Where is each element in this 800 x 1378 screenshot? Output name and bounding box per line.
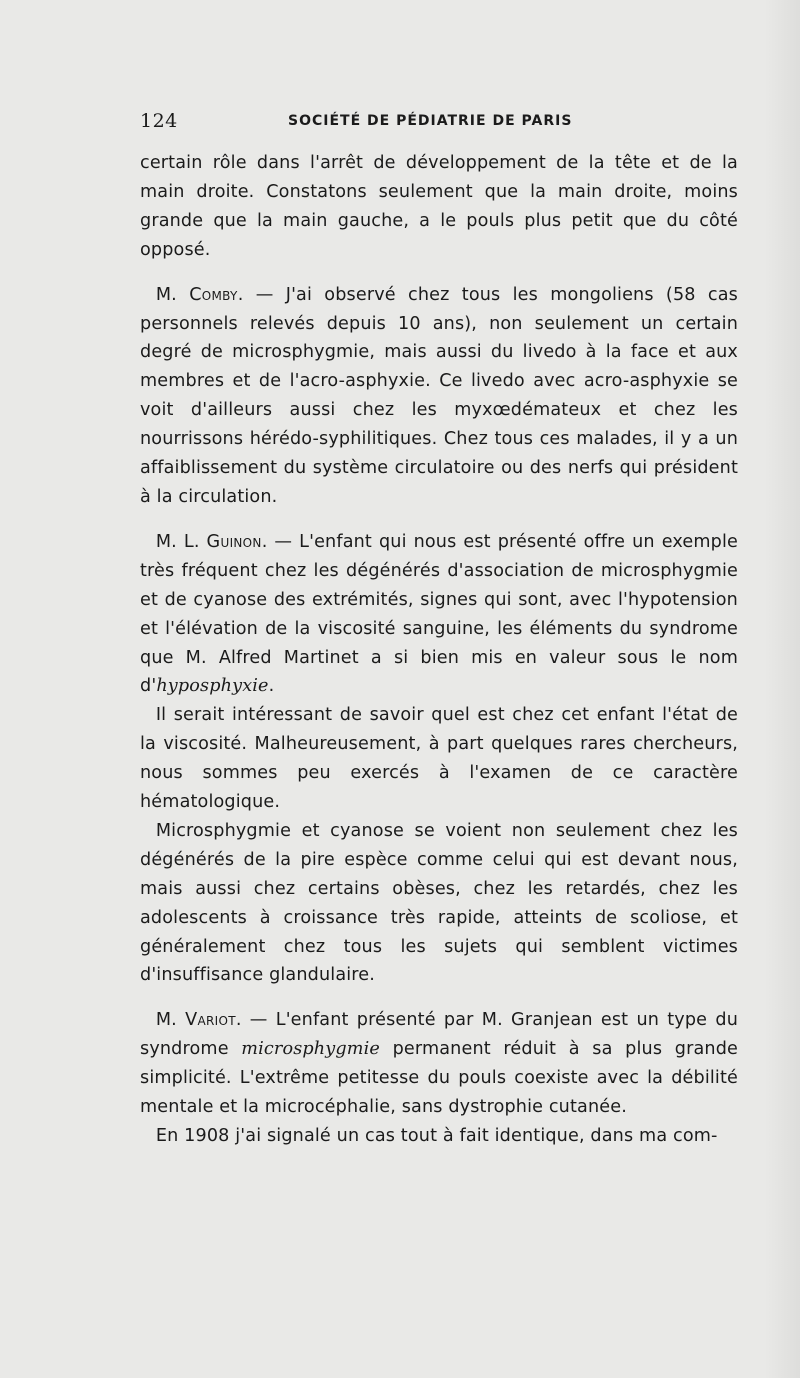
term-prefix: d' [140, 676, 157, 697]
running-title: SOCIÉTÉ DE PÉDIATRIE DE PARIS [288, 113, 573, 129]
paragraph-variot [140, 1006, 738, 1122]
paragraph-continuation [140, 149, 738, 265]
paragraph-viscosite [140, 701, 738, 817]
paragraph-text-end: . [268, 676, 275, 697]
paragraph-guinon [140, 528, 738, 701]
page-number: 124 [140, 110, 178, 132]
paragraph-text: . — L'enfant qui nous est présenté offre un exemple très fréquent chez les dégénérés d'association de microsphygmie et de cyanose des extrémités, signes qui sont, avec l'hypotension et l'élévation de la viscosité sanguine, les éléments du syndrome que M. Alfred Martinet a si bien mis en valeur sous le nom [140, 531, 738, 668]
speaker-prefix: M. L. [155, 531, 207, 552]
paragraph-microsphygmie [140, 817, 738, 990]
page-header [140, 110, 738, 140]
paragraph-comby [140, 281, 738, 512]
speaker-name: Variot [185, 1010, 236, 1031]
paragraph-text: En 1908 j'ai signalé un cas tout à fait identique, dans ma com- [155, 1126, 718, 1146]
paragraph-1908 [140, 1122, 738, 1151]
paragraph-text: Il serait intéressant de savoir quel est chez cet enfant l'état de la viscosité. Malheureusement, à part quelques rares chercheurs, nous sommes peu exercés à l'examen de ce caractère hématologique. [140, 705, 738, 813]
speaker-prefix: M. [155, 1010, 186, 1031]
page-edge-shadow [764, 0, 800, 1378]
italic-term: microsphygmie [241, 1039, 380, 1060]
paragraph-text: permanent réduit à sa plus grande simplicité. L'extrême petitesse du pouls coexiste avec la débilité mentale et la microcéphalie, sans dystrophie cutanée. [140, 1039, 738, 1118]
italic-term: hyposphyxie [156, 676, 269, 697]
paragraph-text: . — J'ai observé chez tous les mongoliens (58 cas personnels relevés depuis 10 ans), non seulement un certain degré de microsphygmie, mais aussi du livedo à la face et aux membres et de l'acro-asphyxie. Ce livedo avec acro-asphyxie se voit d'ailleurs aussi chez les myxœdémateux et chez les nourrissons hérédo-syphilitiques. Chez tous ces malades, il y a un affaiblissement du système circulatoire ou des nerfs qui président à la circulation. [140, 284, 738, 507]
speaker-name: Guinon [206, 531, 262, 552]
paragraph-text: certain rôle dans l'arrêt de développement de la tête et de la main droite. Constatons seulement que la main droite, moins grande que la main gauche, a le pouls plus petit que du côté opposé. [140, 153, 738, 260]
body-text [140, 149, 738, 1151]
paragraph-text-start: . — L'enfant présenté par M. Granjean est un type du syndrome [140, 1010, 738, 1060]
paragraph-text: Microsphygmie et cyanose se voient non seulement chez les dégénérés de la pire espèce comme celui qui est devant nous, mais aussi chez certains obèses, chez les retardés, chez les adolescents à croissance très rapide, atteints de scoliose, et généralement chez tous les sujets qui semblent victimes d'insuffisance glandulaire. [140, 820, 738, 986]
speaker-name: Comby [189, 284, 238, 305]
speaker-prefix: M. [155, 284, 190, 305]
